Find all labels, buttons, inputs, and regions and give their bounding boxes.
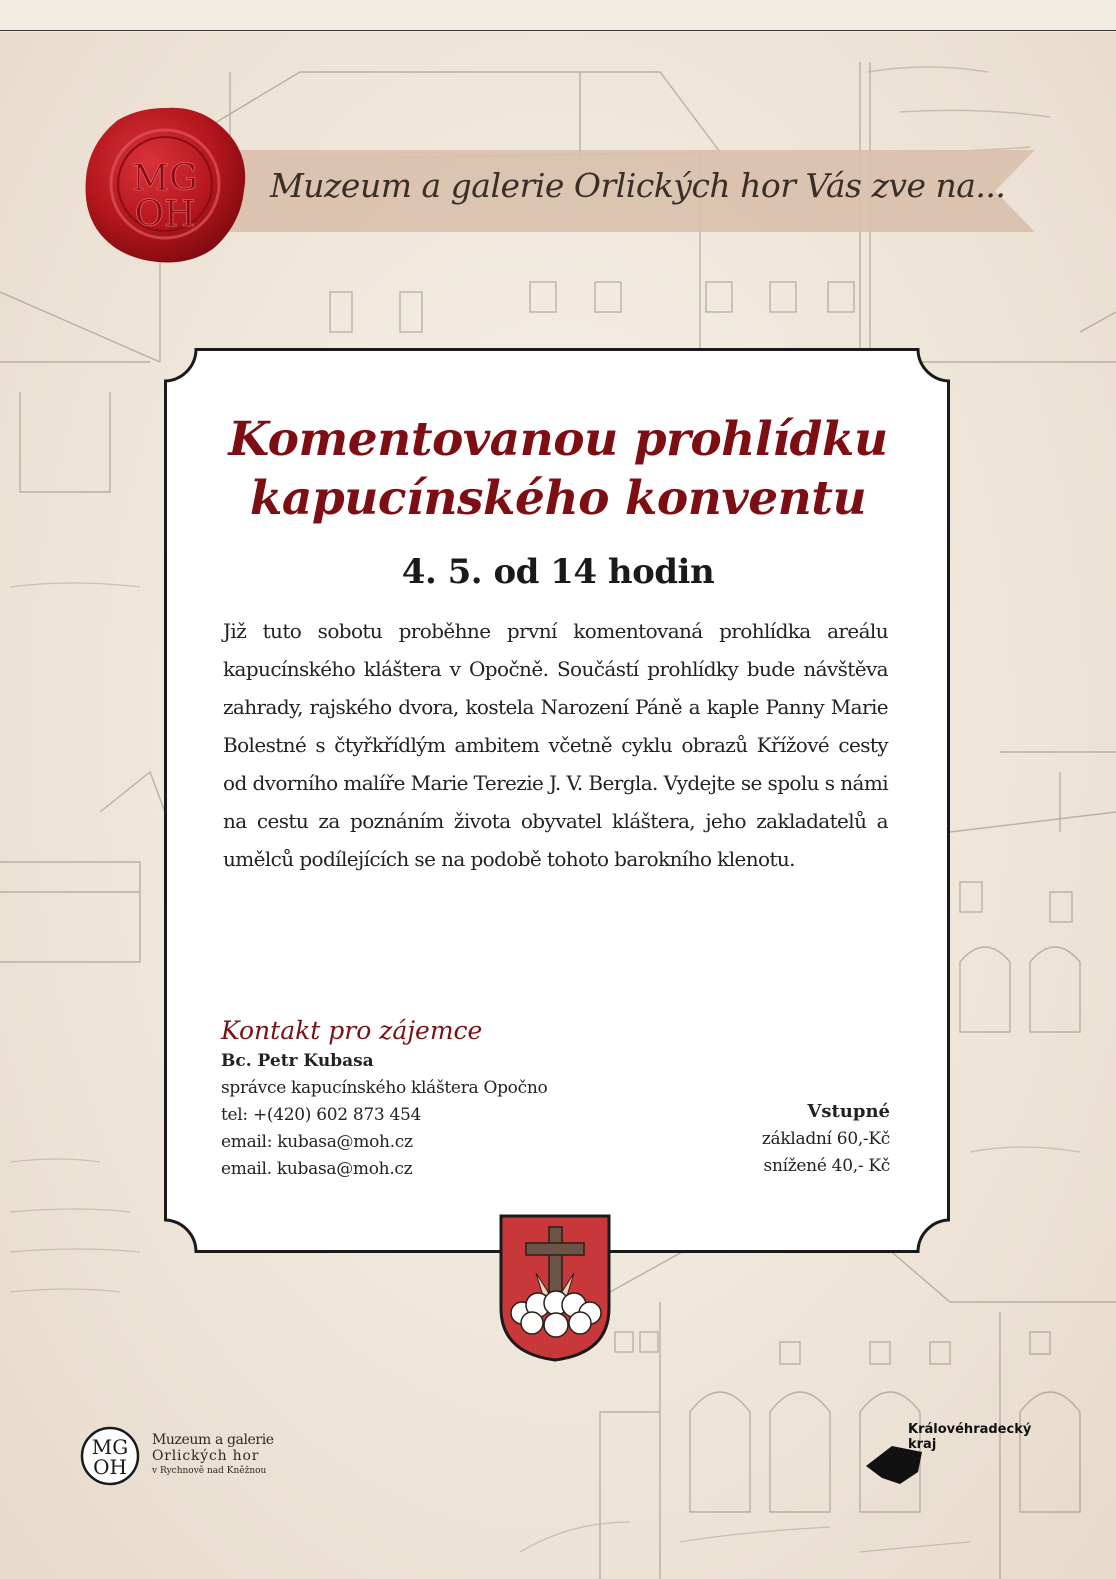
contact-phone: tel: +(420) 602 873 454 [221,1105,422,1125]
svg-text:OH: OH [134,194,196,235]
region-name-line-1: Královéhradecký [908,1422,1032,1437]
contact-email: email: kubasa@moh.cz [221,1132,413,1152]
svg-text:MG: MG [132,158,198,199]
admission-reduced: snížené 40,- Kč [763,1156,890,1176]
admission-title: Vstupné [807,1101,890,1122]
svg-text:OH: OH [93,1455,127,1479]
svg-text:MG: MG [91,1435,129,1459]
admission-basic: základní 60,-Kč [761,1129,890,1149]
region-name-line-2: kraj [908,1437,937,1452]
contact-title: Kontakt pro zájemce [221,1016,483,1045]
contact-block [221,1014,621,1183]
region-logo-text [908,1422,1048,1452]
admission-block [680,1098,890,1180]
contact-email-alt: email. kubasa@moh.cz [221,1159,413,1179]
headline-line-1: Komentovanou prohlídku [228,412,888,467]
event-date: 4. 5. od 14 hodin [401,552,715,592]
contact-name: Bc. Petr Kubasa [221,1051,374,1071]
museum-name-line-2: Orlických hor [152,1448,260,1464]
event-description: Již tuto sobotu proběhne první komentovaná prohlídka areálu kapucínského kláštera v Opočně. Součástí prohlídky bude návštěva zahrady, rajského dvora, kostela Narození Páně a kaple Panny Marie Bolestné s čtyřkřídlým ambitem včetně cyklu obrazů Křížové cesty od dvorního malíře Marie Terezie J. V. Bergla. Vydejte se spolu s námi na cestu za poznáním života obyvatel kláštera, jeho zakladatelů a umělců podílejících se na podobě tohoto barokního klenotu. [223,619,888,871]
headline-line-2: kapucínského konventu [249,471,867,526]
top-rule [0,30,1116,31]
event-headline [180,410,936,528]
coat-of-arms-icon [498,1213,612,1363]
museum-logo-text [152,1432,302,1478]
museum-name-line-1: Muzeum a galerie [152,1432,274,1448]
contact-role: správce kapucínského kláštera Opočno [221,1078,548,1098]
banner-text: Muzeum a galerie Orlických hor Vás zve na... [270,166,1006,205]
museum-location: v Rychnově nad Kněžnou [152,1466,267,1476]
wax-seal-icon [82,104,248,266]
